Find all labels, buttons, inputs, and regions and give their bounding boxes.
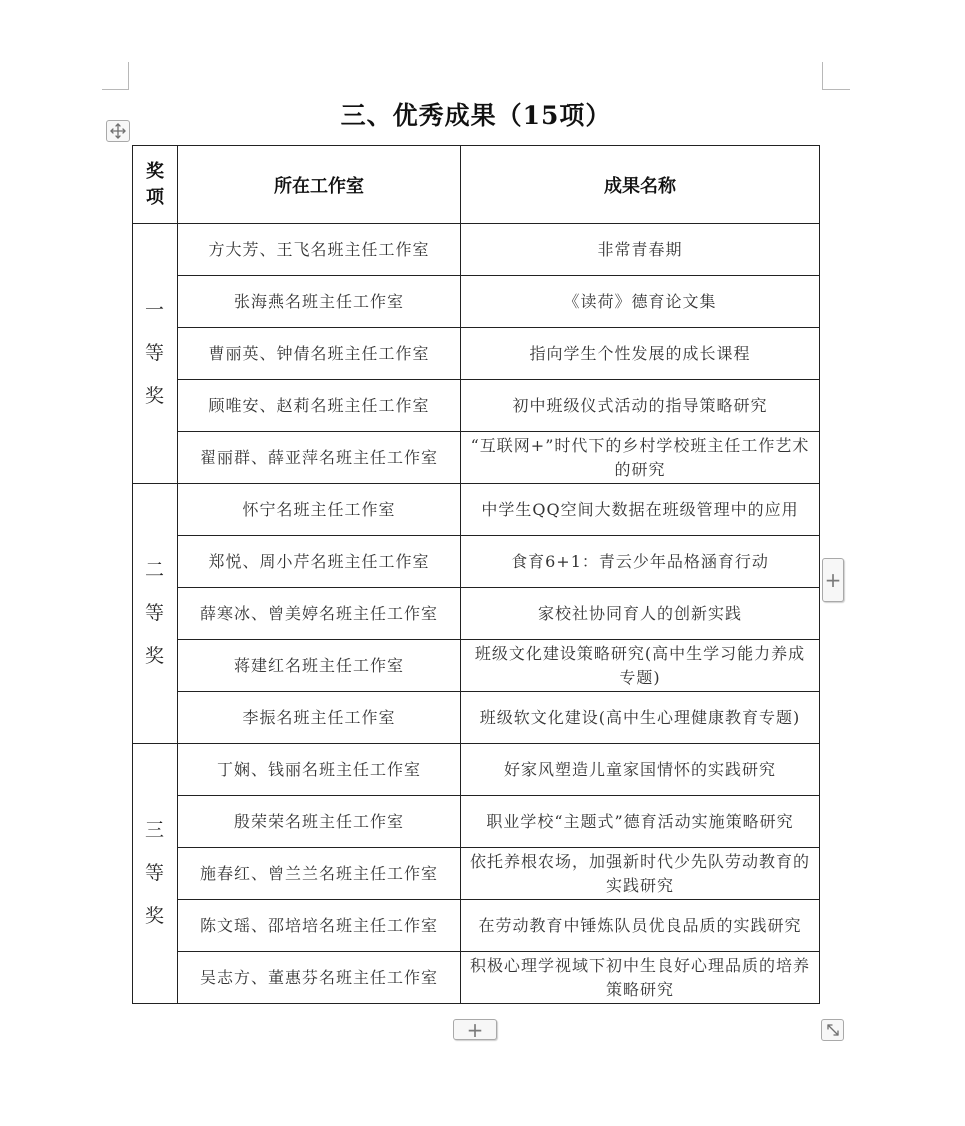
plus-icon: + — [824, 568, 842, 592]
move-icon — [109, 122, 127, 140]
result-cell: 初中班级仪式活动的指导策略研究 — [461, 380, 820, 432]
studio-cell: 蒋建红名班主任工作室 — [178, 640, 461, 692]
crop-mark-top-right — [822, 62, 850, 90]
add-row-button[interactable] — [453, 1019, 497, 1040]
studio-cell: 丁娴、钱丽名班主任工作室 — [178, 744, 461, 796]
studio-cell: 陈文瑶、邵培培名班主任工作室 — [178, 900, 461, 952]
table-row — [133, 224, 820, 276]
studio-cell: 张海燕名班主任工作室 — [178, 276, 461, 328]
result-cell: 在劳动教育中锤炼队员优良品质的实践研究 — [461, 900, 820, 952]
table-row — [133, 276, 820, 328]
table-row — [133, 796, 820, 848]
result-cell: 依托养根农场，加强新时代少先队劳动教育的实践研究 — [461, 848, 820, 900]
table-row — [133, 588, 820, 640]
table-row — [133, 536, 820, 588]
table-header-row — [133, 146, 820, 224]
result-cell: 《读荷》德育论文集 — [461, 276, 820, 328]
studio-cell: 施春红、曾兰兰名班主任工作室 — [178, 848, 461, 900]
award-first-prize: 一 等 奖 — [133, 224, 178, 484]
studio-cell: 殷荣荣名班主任工作室 — [178, 796, 461, 848]
add-column-button[interactable] — [822, 558, 844, 602]
award-second-prize: 二 等 奖 — [133, 484, 178, 744]
result-cell: 好家风塑造儿童家国情怀的实践研究 — [461, 744, 820, 796]
result-cell: 指向学生个性发展的成长课程 — [461, 328, 820, 380]
studio-cell: 李振名班主任工作室 — [178, 692, 461, 744]
studio-cell: 怀宁名班主任工作室 — [178, 484, 461, 536]
result-cell: 非常青春期 — [461, 224, 820, 276]
table-row — [133, 380, 820, 432]
studio-cell: 吴志方、董惠芬名班主任工作室 — [178, 952, 461, 1004]
table-move-handle[interactable] — [106, 120, 130, 142]
resize-icon — [825, 1022, 841, 1038]
table-row — [133, 640, 820, 692]
table-resize-handle[interactable] — [821, 1019, 844, 1041]
table-row — [133, 692, 820, 744]
studio-cell: 顾唯安、赵莉名班主任工作室 — [178, 380, 461, 432]
header-award: 奖 项 — [133, 146, 178, 224]
table-row — [133, 952, 820, 1004]
crop-mark-top-left — [102, 62, 129, 90]
table-row — [133, 328, 820, 380]
result-cell: “互联网+”时代下的乡村学校班主任工作艺术的研究 — [461, 432, 820, 484]
result-cell: 食育6+1：青云少年品格涵育行动 — [461, 536, 820, 588]
studio-cell: 曹丽英、钟倩名班主任工作室 — [178, 328, 461, 380]
studio-cell: 郑悦、周小芹名班主任工作室 — [178, 536, 461, 588]
table-row — [133, 744, 820, 796]
plus-icon: + — [466, 1017, 484, 1042]
result-cell: 家校社协同育人的创新实践 — [461, 588, 820, 640]
result-cell: 中学生QQ空间大数据在班级管理中的应用 — [461, 484, 820, 536]
table-row — [133, 900, 820, 952]
header-studio: 所在工作室 — [178, 146, 461, 224]
table-row — [133, 484, 820, 536]
studio-cell: 薛寒冰、曾美婷名班主任工作室 — [178, 588, 461, 640]
result-cell: 积极心理学视域下初中生良好心理品质的培养策略研究 — [461, 952, 820, 1004]
table-row — [133, 848, 820, 900]
result-cell: 班级软文化建设(高中生心理健康教育专题) — [461, 692, 820, 744]
result-cell: 职业学校“主题式”德育活动实施策略研究 — [461, 796, 820, 848]
award-third-prize: 三 等 奖 — [133, 744, 178, 1004]
results-table — [132, 145, 820, 1004]
result-cell: 班级文化建设策略研究(高中生学习能力养成专题) — [461, 640, 820, 692]
header-result: 成果名称 — [461, 146, 820, 224]
studio-cell: 方大芳、王飞名班主任工作室 — [178, 224, 461, 276]
studio-cell: 翟丽群、薛亚萍名班主任工作室 — [178, 432, 461, 484]
page-title: 三、优秀成果（15项） — [340, 101, 612, 130]
table-row — [133, 432, 820, 484]
